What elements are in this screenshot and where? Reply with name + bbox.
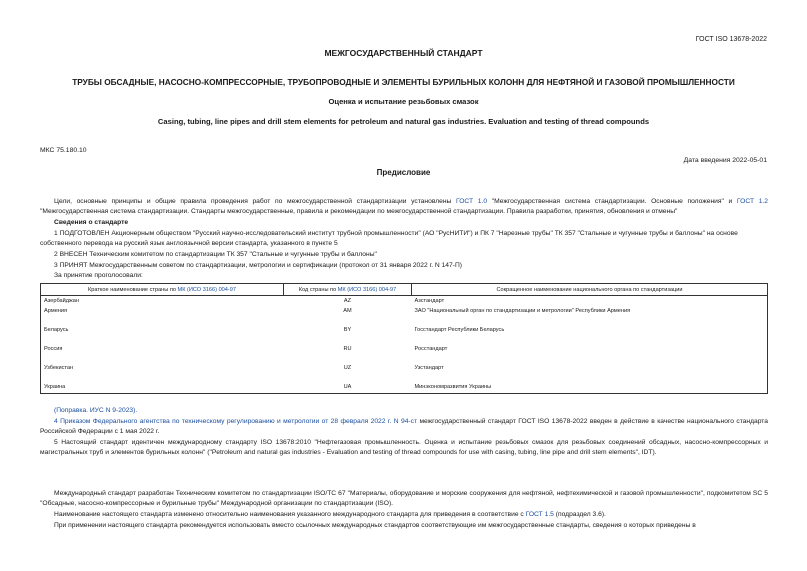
foreword-paragraph [40, 197, 768, 217]
country-cell: Армения [41, 306, 284, 325]
info-item-1: 1 ПОДГОТОВЛЕН Акционерным обществом "Русский научно-исследовательский институт трубной промышленности" (АО "РусНИТИ") и ПК 7 "Нарезные трубы" ТК 357 "Стальные и чугунные трубы и баллоны" на основе собственного перевода на русский язык англоязычной версии стандарта, указанного в пункте 5 [40, 230, 738, 247]
intl-standard-paragraph: Международный стандарт разработан Техническим комитетом по стандартизации ISO/TC 67 "Материалы, оборудование и морские сооружения для нефтяной, нефтехимической и газовой промышленности", подкомитетом SC 5 "Обсадные, насосно-компрессорные и бурильные трубы" Международной организации по стандартизации (ISO). [40, 490, 768, 507]
mk-iso-3166-link[interactable]: МК (ИСО 3166) 004-97 [337, 286, 397, 293]
header-text: Код страны по [298, 286, 338, 293]
country-cell: Узбекистан [41, 363, 284, 382]
column-header-code [284, 284, 412, 296]
column-header-country [41, 284, 284, 296]
application-paragraph: При применении настоящего стандарта рекомендуется использовать вместо ссылочных международных стандартов соответствующие им межгосударственные стандарты, сведения о которых приведены в [54, 522, 696, 529]
table-row [41, 306, 768, 325]
order-link[interactable]: 4 Приказом Федерального агентства по техническому регулированию и метрологии от 28 февраля 2022 г. N 94-ст [54, 418, 418, 425]
body-cell: Узстандарт [412, 363, 768, 382]
info-item-2: 2 ВНЕСЕН Техническим комитетом по стандартизации ТК 357 "Стальные и чугунные трубы и баллоны" [54, 251, 377, 258]
code-cell: UA [284, 382, 412, 394]
gost-1-2-link[interactable]: ГОСТ 1.2 [736, 198, 768, 205]
voting-countries-table [40, 283, 768, 394]
standard-type-heading: МЕЖГОСУДАРСТВЕННЫЙ СТАНДАРТ [324, 48, 483, 58]
document-title-ru: ТРУБЫ ОБСАДНЫЕ, НАСОСНО-КОМПРЕССОРНЫЕ, ТРУБОПРОВОДНЫЕ И ЭЛЕМЕНТЫ БУРИЛЬНЫХ КОЛОНН ДЛЯ НЕФТЯНОЙ И ГАЗОВОЙ ПРОМЫШЛЕННОСТИ [72, 77, 735, 87]
document-subtitle-ru: Оценка и испытание резьбовых смазок [328, 97, 479, 106]
body-cell: ЗАО "Национальный орган по стандартизации и метрологии" Республики Армения [412, 306, 768, 325]
paragraph-text: (подраздел 3.6). [553, 511, 606, 518]
code-cell: AM [343, 308, 352, 314]
country-cell: Украина [41, 382, 284, 394]
country-cell: Россия [41, 344, 284, 363]
country-cell: Беларусь [41, 325, 284, 344]
country-cell: Азербайджан [41, 296, 284, 307]
foreword-heading: Предисловие [376, 168, 431, 177]
introduction-date: Дата введения 2022-05-01 [683, 157, 767, 164]
amendment-link[interactable]: (Поправка. ИУС N 9-2023). [54, 407, 138, 414]
paragraph-text: "Межгосударственная система стандартизации. Основные положения" и [487, 198, 737, 205]
document-title-en: Casing, tubing, line pipes and drill stem elements for petroleum and natural gas industries. Evaluation and testing of thread compounds [157, 117, 650, 126]
mk-iso-3166-link[interactable]: МК (ИСО 3166) 004-97 [177, 286, 236, 293]
paragraph-text: "Межгосударственная система стандартизации. Стандарты межгосударственные, правила и рекомендации по межгосударственной стандартизации. Правила разработки, принятия, обновления и отмены" [40, 208, 678, 215]
name-change-paragraph [40, 510, 768, 520]
table-row [41, 363, 768, 382]
table-row [41, 382, 768, 394]
table-row [41, 344, 768, 363]
table-row [41, 325, 768, 344]
code-cell: UZ [343, 365, 352, 371]
code-cell: BY [343, 327, 352, 333]
paragraph-text: межгосударственный стандарт ГОСТ ISO 13678-2022 введен в действие в качестве национального стандарта Российской Федерации с 1 мая 2022 г. [40, 418, 768, 435]
standard-info-heading: Сведения о стандарте [54, 219, 129, 226]
body-cell: Росстандарт [412, 344, 768, 363]
paragraph-text: Цели, основные принципы и общие правила проведения работ по межгосударственной стандартизации установлены [54, 198, 456, 205]
table-row [41, 296, 768, 307]
body-cell: Минэкономразвития Украины [412, 382, 768, 394]
info-item-5: 5 Настоящий стандарт идентичен международному стандарту ISO 13678:2010 "Нефтегазовая промышленность. Оценка и испытание резьбовых смазок для резьбовых соединений обсадных, насосно-компрессорных и магистральных труб и элементов бурильных колонн" ("Petroleum and natural gas industries - Evaluation and testing of thread compounds for use with casing, tubing, line pipe and drill stem elements", IDT). [40, 439, 768, 456]
info-item-3: 3 ПРИНЯТ Межгосударственным советом по стандартизации, метрологии и сертификации (протокол от 31 января 2022 г. N 147-П) [54, 262, 463, 269]
body-cell: Азстандарт [412, 296, 768, 307]
document-code: ГОСТ ISO 13678-2022 [695, 36, 767, 43]
voted-label: За принятие проголосовали: [54, 272, 143, 279]
code-cell: AZ [343, 298, 352, 304]
body-cell: Госстандарт Республики Беларусь [412, 325, 768, 344]
header-text: Краткое наименование страны по [88, 286, 178, 293]
info-item-4 [40, 417, 768, 437]
code-cell: RU [343, 346, 352, 352]
mks-code: МКС 75.180.10 [40, 147, 87, 154]
gost-1-5-link[interactable]: ГОСТ 1.5 [525, 511, 554, 518]
column-header-body: Сокращенное наименование национального органа по стандартизации [412, 284, 768, 296]
paragraph-text: Наименование настоящего стандарта изменено относительно наименования указанного международного стандарта для приведения в соответствие с [54, 511, 526, 518]
gost-1-0-link[interactable]: ГОСТ 1.0 [455, 198, 488, 205]
